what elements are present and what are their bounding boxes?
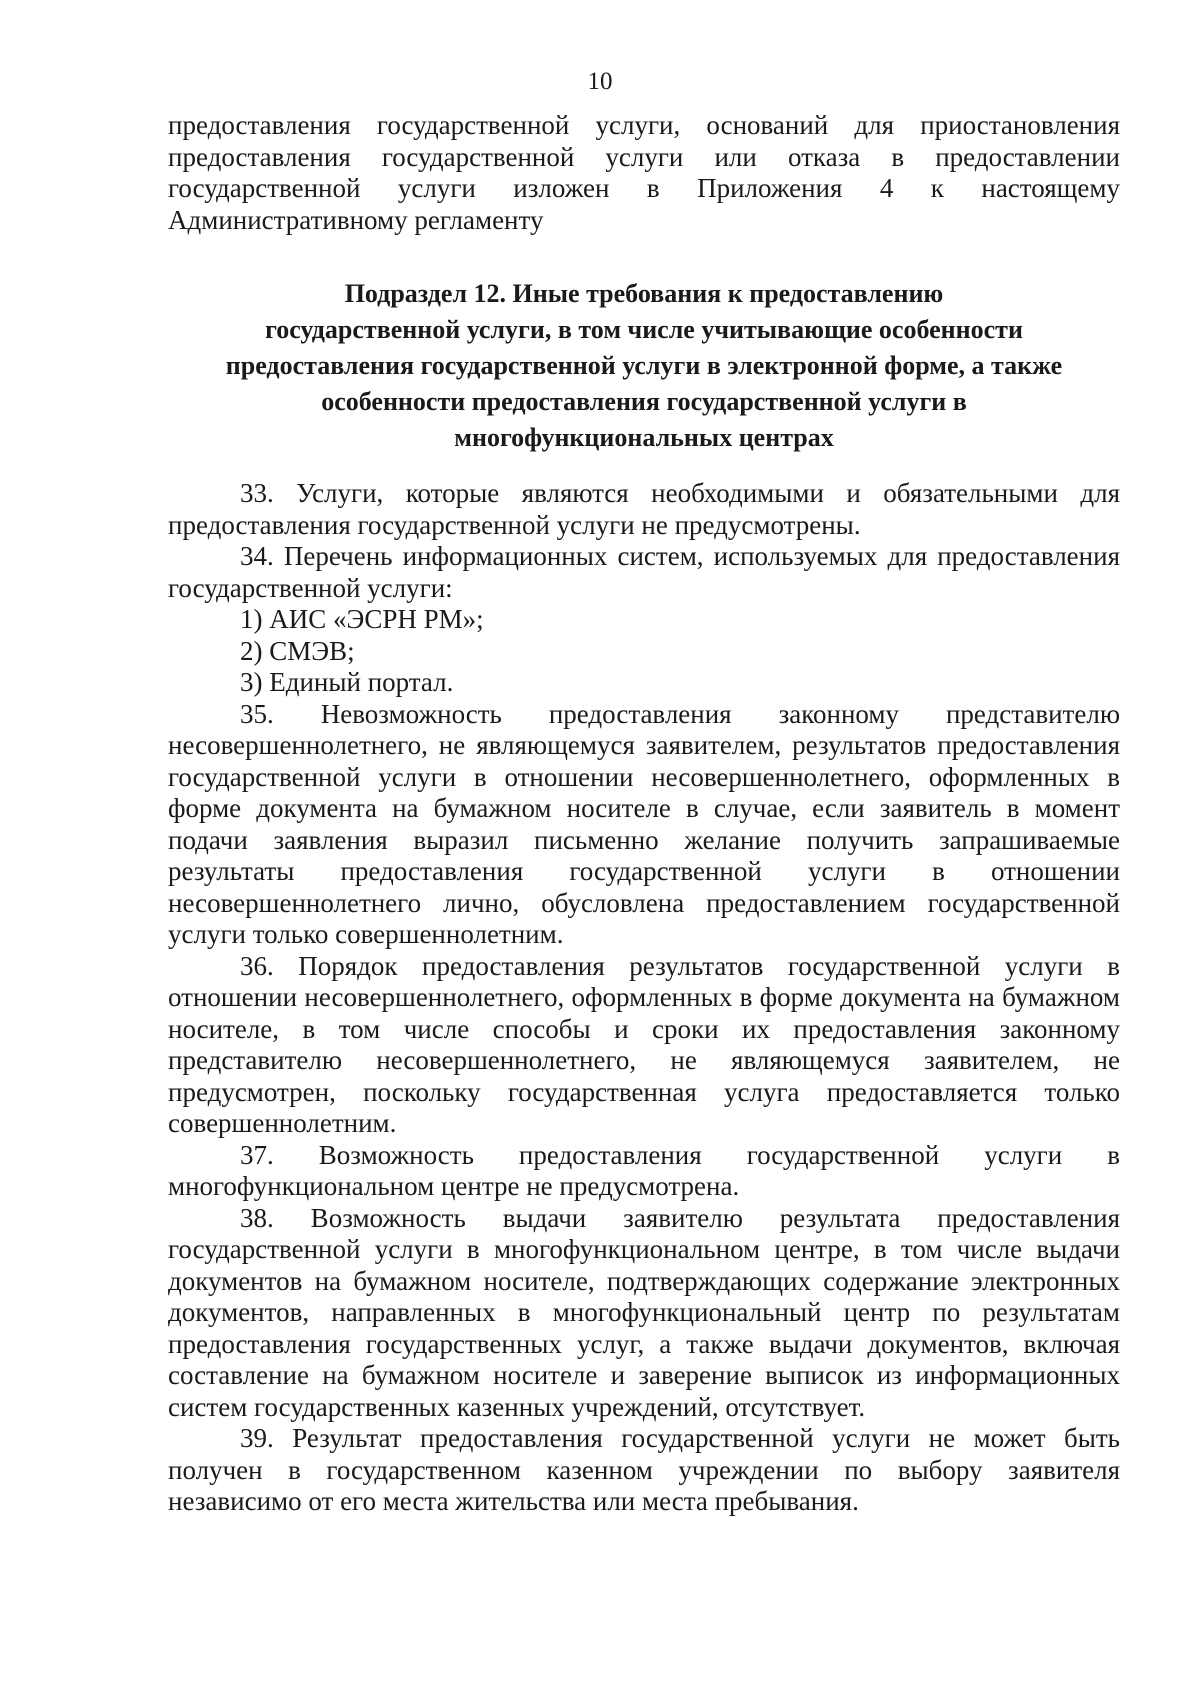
page-number: 10 bbox=[587, 68, 613, 95]
paragraph-39: 39. Результат предоставления государственной услуги не может быть получен в государственном казенном учреждении по выбору заявителя независимо от его места жительства или места пребывания. bbox=[168, 1423, 1120, 1516]
heading-line: Подраздел 12. Иные требования к предоставлению bbox=[344, 279, 944, 308]
heading-line: многофункциональных центрах bbox=[454, 423, 834, 452]
subsection-heading bbox=[168, 276, 1120, 456]
heading-line: государственной услуги, в том числе учитывающие особенности bbox=[265, 315, 1023, 344]
paragraph-38: 38. Возможность выдачи заявителю результата предоставления государственной услуги в многофункциональном центре, в том числе выдачи документов на бумажном носителе, подтверждающих содержание электронных документов, направленных в многофункциональный центр по результатам предоставления государственных услуг, а также выдачи документов, включая составление на бумажном носителе и заверение выписок из информационных систем государственных казенных учреждений, отсутствует. bbox=[168, 1202, 1120, 1422]
paragraph-34: 34. Перечень информационных систем, используемых для предоставления государственной услуги: bbox=[168, 541, 1120, 603]
paragraph-35: 35. Невозможность предоставления законному представителю несовершеннолетнего, не являющемуся заявителем, результатов предоставления государственной услуги в отношении несовершеннолетнего, оформленных в форме документа на бумажном носителе в случае, если заявитель в момент подачи заявления выразил письменно желание получить запрашиваемые результаты предоставления государственной услуги в отношении несовершеннолетнего лично, обусловлена предоставлением государственной услуги только совершеннолетним. bbox=[168, 698, 1120, 949]
paragraph-33: 33. Услуги, которые являются необходимыми и обязательными для предоставления государственной услуги не предусмотрены. bbox=[168, 478, 1120, 540]
body-block bbox=[168, 478, 1120, 1518]
intro-block bbox=[168, 110, 1120, 236]
list-item: 2) СМЭВ; bbox=[240, 635, 355, 666]
heading-line: особенности предоставления государственной услуги в bbox=[321, 387, 967, 416]
list-item: 1) АИС «ЭСРН РМ»; bbox=[240, 604, 484, 634]
intro-paragraph: предоставления государственной услуги, оснований для приостановления предоставления государственной услуги или отказа в предоставлении государственной услуги изложен в Приложения 4 к настоящему Административному регламенту bbox=[168, 110, 1120, 235]
paragraph-37: 37. Возможность предоставления государственной услуги в многофункциональном центре не предусмотрена. bbox=[168, 1139, 1120, 1201]
paragraph-36: 36. Порядок предоставления результатов государственной услуги в отношении несовершеннолетнего, оформленных в форме документа на бумажном носителе, в том числе способы и сроки их предоставления законному представителю несовершеннолетнего, не являющемуся заявителем, не предусмотрен, поскольку государственная услуга предоставляется только совершеннолетним. bbox=[168, 950, 1120, 1138]
heading-line: предоставления государственной услуги в электронной форме, а также bbox=[225, 351, 1063, 380]
list-item: 3) Единый портал. bbox=[240, 667, 454, 697]
